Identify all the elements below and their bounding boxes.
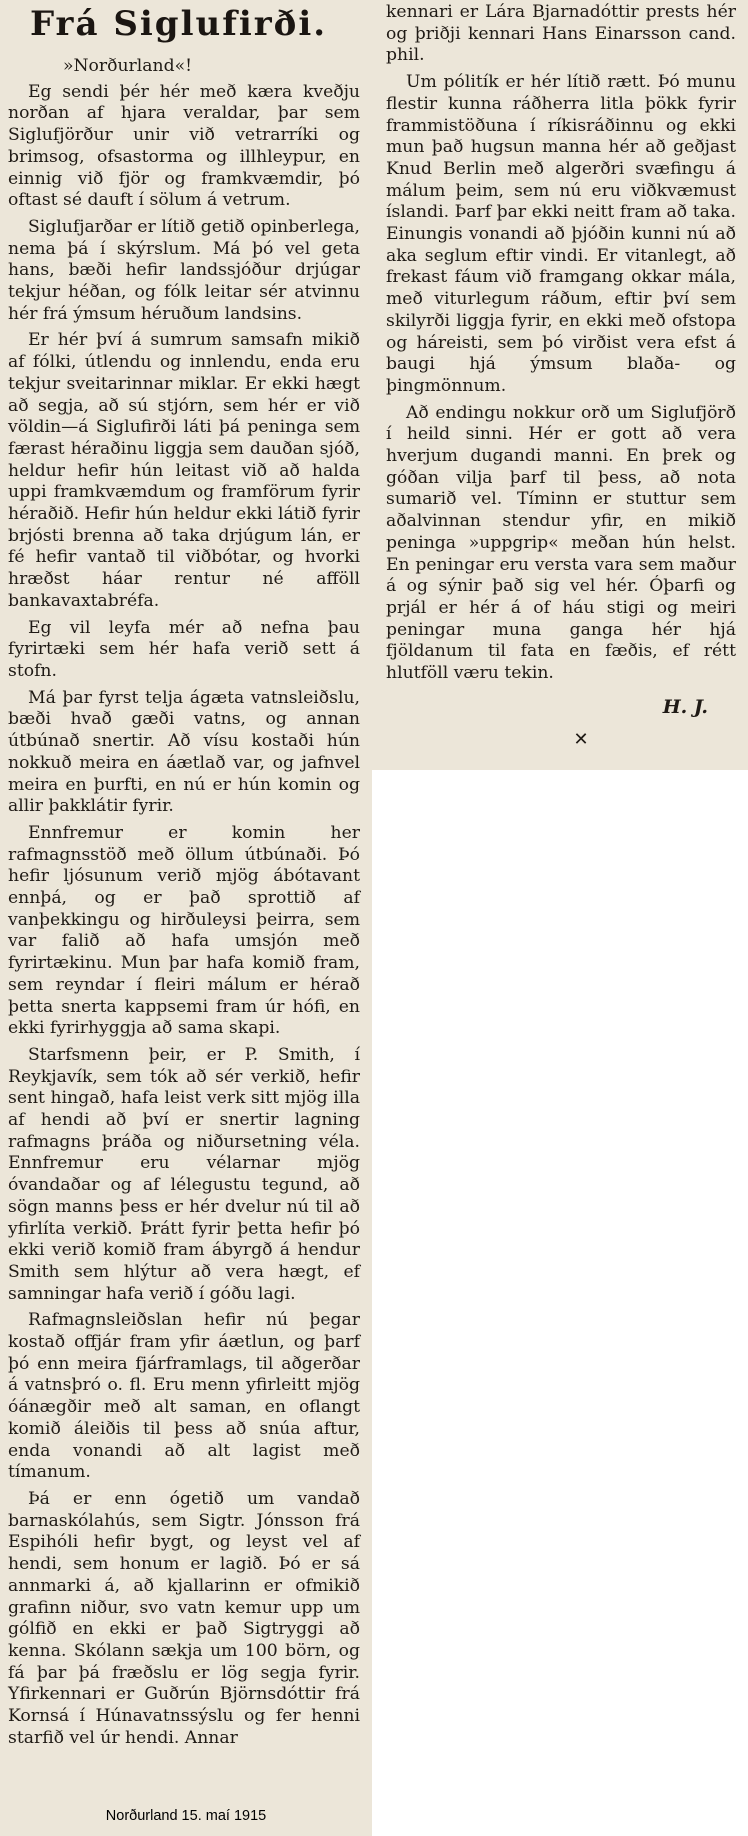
paragraph: Eg sendi þér hér með kæra kveðju norðan af hjara veraldar, þar sem Siglufjörður unir við vetrarríki og brimsog, ofsastorma og illhleypur, en einnig við fjör og framkvæmdir, þó oftast sé dauft í sölum á vetrum. [8,81,360,211]
salutation: »Norðurland«! [63,56,192,76]
paragraph: Þá er enn ógetið um vandað barnaskólahús, sem Sigtr. Jónsson frá Espihóli hefir bygt, og leyst vel af hendi, sem honum er lagið. Þó er sá annmarki á, að kjallarinn er ofmikið grafinn niður, svo vatn kemur upp um gólfið en ekki er það Sigtryggi að kenna. Skólann sækja um 100 börn, og fá þar þá fræðslu er lög segja fyrir. Yfirkennari er Guðrún Björnsdóttir frá Kornsá í Húnavatnssýslu og fer henni starfið vel úr hendi. Annar [8,1489,360,1748]
paragraph: Er hér því á sumrum samsafn mikið af fólki, útlendu og innlendu, enda eru tekjur sveitarinnar miklar. Er ekki hægt að segja, að sú stjórn, sem hér er við völdin—á Siglufirði láti þá peninga sem færast héraðinu liggja sem dauðan sjóð, heldur hefir hún leitast við að halda uppi framkvæmdum og framförum fyrir héraðið. Hefir hún heldur ekki látið fyrir brjósti brenna að taka drjúgum lán, er fé hefir vantað til viðbótar, og hvorki hræðst háar rentur né afföll bankavaxtabréfa. [8,330,360,611]
article-column-left [8,2,360,1754]
paragraph: Má þar fyrst telja ágæta vatnsleiðslu, bæði hvað gæði vatns, og annan útbúnað snertir. Að vísu kostaði hún nokkuð meira en áætlað var, og jafnvel meira en þurfti, en nú er hún komin og allir þakklátir fyrir. [8,687,360,817]
paragraph: Að endingu nokkur orð um Siglufjörð í heild sinni. Hér er gott að vera hverjum dugandi manni. En þrek og góðan vilja þarf til þess, að nota sumarið vel. Tíminn er stuttur sem aðalvinnan stendur yfir, en mikið peninga »uppgrip« meðan hún helst. En peningar eru versta vara sem maður á og sýnir það sig vel hér. Óþarfi og prjál er hér á of háu stigi og meiri peningar muna ganga hér hjá fjöldanum til fata en fæðis, ef rétt hlutföll væru tekin. [386,402,736,684]
paragraph: Um pólitík er hér lítið rætt. Þó munu flestir kunna ráðherra litla þökk fyrir frammistöðuna í ríkisráðinnu og ekki mun það hugsun manna hér að geðjast Knud Berlin með algerðri svæfingu á málum þeim, sem nú eru viðkvæmust íslandi. Þarf þar ekki neitt fram að taka. Einungis vonandi að þjóðin kunni nú að aka seglum eftir vindi. Er vitanlegt, að frekast fáum við framgang okkar mála, með viturlegum ráðum, eftir því sem skilyrði liggja fyrir, en ekki með ofstopa og háreisti, sem þó virðist vera efst á baugi hjá ýmsum blaða- og þingmönnum. [386,72,736,396]
paragraph: Eg vil leyfa mér að nefna þau fyrirtæki sem hér hafa verið sett á stofn. [8,617,360,681]
paragraph: Siglufjarðar er lítið getið opinberlega, nema þá í skýrslum. Má þó vel geta hans, bæði hefir landssjóður drjúgar tekjur héðan, og fólk leitar sér atvinnu hér frá ýmsum héruðum landsins. [8,216,360,324]
paragraph: Rafmagnsleiðslan hefir nú þegar kostað offjár fram yfir áætlun, og þarf þó enn meira fjárframlags, til aðgerðar á vatnsþró o. fl. Eru menn yfirleitt mjög óánægðir með alt saman, en oflangt komið áleiðis til þess að snúa aftur, enda vonandi að alt lagist með tímanum. [8,1310,360,1483]
author-signature: H. J. [662,695,708,718]
paragraph: Ennfremur er komin her rafmagnsstöð með öllum útbúnaði. Þó hefir ljósunum verið mjög ábótavant ennþá, og er það sprottið af vanþekkingu og hirðuleysi þeirra, sem var falið að hafa umsjón með fyrirtækinu. Mun þar hafa komið fram, sem reyndar í fleiri málum er hérað þetta snerta kappsemi fram úr hófi, en ekki fyrirhyggja að sama skapi. [8,822,360,1039]
ornament-icon: ✕ [573,728,589,750]
paragraph: Starfsmenn þeir, er P. Smith, í Reykjavík, sem tók að sér verkið, hefir sent hingað, hafa leist verk sitt mjög illa af hendi að því er snertir lagning rafmagns þráða og niðursetning véla. Ennfremur eru vélarnar mjög óvandaðar og af lélegustu tegund, að sögn manns þess er hér dvelur nú til að yfirlíta verkið. Þrátt fyrir þetta hefir þó ekki verið komið fram ábyrgð á hendur Smith sem hlýtur að vera hægt, ef samningar hafa verið í góðu lagi. [8,1044,360,1304]
paragraph-continued: kennari er Lára Bjarnadóttir prests hér og þriðji kennari Hans Einarsson cand. phil. [386,2,736,66]
article-column-right [386,2,736,750]
source-caption: Norðurland 15. maí 1915 [105,1808,267,1824]
article-title: Frá Siglufirði. [30,4,328,44]
